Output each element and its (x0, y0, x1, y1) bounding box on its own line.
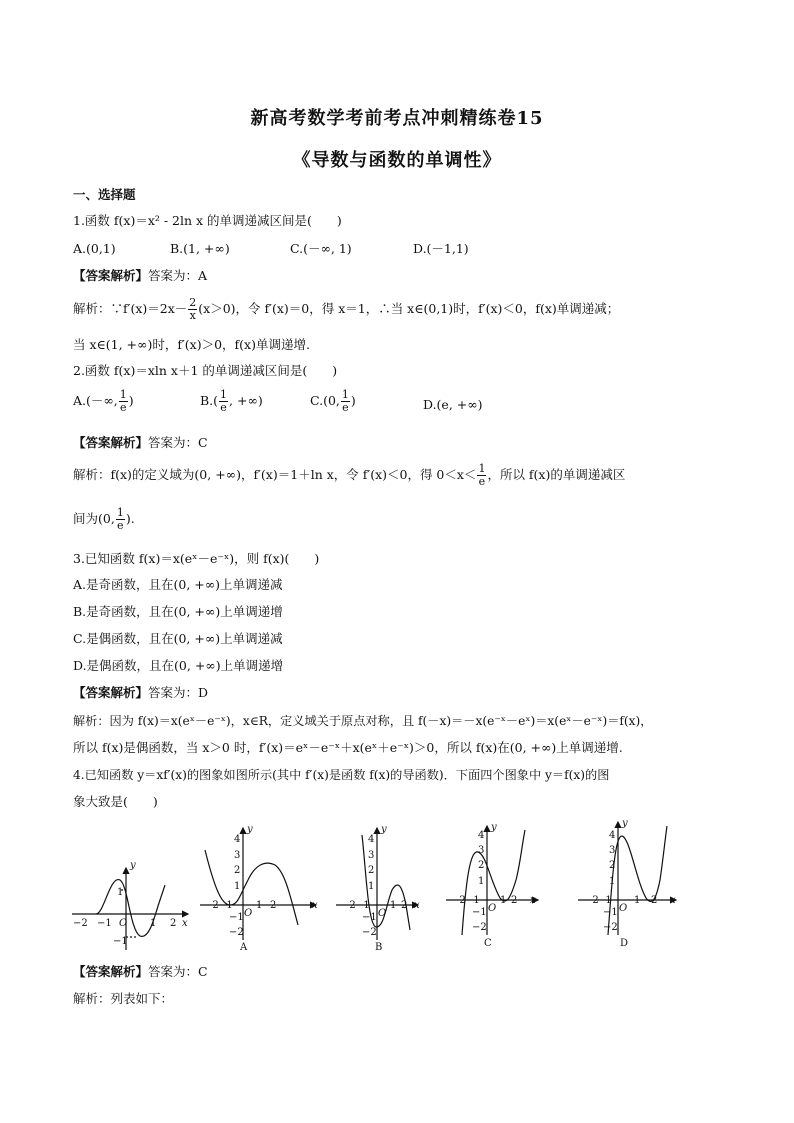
svg-text:4: 4 (368, 834, 375, 845)
svg-text:2: 2 (170, 918, 177, 929)
q3-solution-line1: 解析：因为 f(x)＝x(eˣ－e⁻ˣ)，x∈R，定义域关于原点对称，且 f(－x)＝－x(e⁻ˣ－eˣ)＝x(eˣ－e⁻ˣ)＝f(x)， (73, 714, 653, 728)
svg-text:−1: −1 (597, 895, 612, 906)
q1-stem: 1.函数 f(x)＝x² - 2ln x 的单调递减区间是( ) (73, 213, 342, 228)
answer-text: 答案为：A (148, 268, 208, 283)
q4-stem-line2: 象大致是( ) (73, 794, 158, 809)
q4-solution-line1: 解析：列表如下： (73, 991, 174, 1006)
q3-option-d: D.是偶函数，且在(0, +∞)上单调递增 (73, 658, 284, 673)
svg-text:x: x (530, 895, 536, 906)
svg-text:2: 2 (511, 895, 518, 906)
q4-stem-line1: 4.已知函数 y＝xf′(x)的图象如图所示(其中 f′(x)是函数 f(x)的导函数)．下面四个图象中 y＝f(x)的图 (73, 768, 610, 782)
svg-text:−1: −1 (218, 900, 233, 911)
q2-option-c: C.(0, $\frac{1}{e}$ ) (310, 388, 356, 414)
q1-option-b: B.(1, +∞) (170, 241, 230, 256)
q2-answer: 【答案解析】答案为：C (73, 435, 208, 450)
svg-text:x: x (670, 895, 676, 906)
svg-text:1: 1 (117, 887, 124, 898)
graph-label-d: D (620, 938, 629, 949)
svg-text:−2: −2 (73, 918, 88, 929)
svg-text:−2: −2 (341, 900, 356, 911)
svg-text:O: O (378, 908, 387, 919)
svg-text:3: 3 (368, 850, 375, 861)
svg-text:−2: −2 (204, 900, 219, 911)
svg-text:2: 2 (401, 900, 408, 911)
svg-text:−1: −1 (113, 936, 128, 947)
q1-option-c: C.(－∞, 1) (290, 241, 352, 256)
svg-text:x: x (312, 900, 318, 911)
q3-option-b: B.是奇函数，且在(0, +∞)上单调递增 (73, 604, 283, 619)
svg-text:x: x (414, 900, 420, 911)
q1-solution-line2: 当 x∈(1, +∞)时，f′(x)＞0，f(x)单调递增. (73, 337, 310, 352)
svg-text:2: 2 (270, 900, 277, 911)
svg-text:−1: −1 (97, 918, 112, 929)
svg-text:3: 3 (234, 850, 241, 861)
graph-c (446, 822, 538, 949)
q2-option-d: D.(e, +∞) (423, 397, 483, 412)
svg-text:−1: −1 (355, 900, 370, 911)
svg-text:−2: −2 (584, 895, 599, 906)
svg-text:1: 1 (478, 876, 485, 887)
q1-solution-line1: 解析：∵f′(x)＝2x－ $\frac{2}{x}$ (x＞0)，令 f′(x)＝0，得 x＝1，∴当 x∈(0,1)时，f′(x)＜0，f(x)单调递减； (73, 296, 620, 322)
q1-option-d: D.(－1,1) (413, 241, 469, 256)
svg-text:y: y (491, 822, 497, 833)
graph-label-b: B (375, 942, 383, 953)
q3-answer: 【答案解析】答案为：D (73, 685, 209, 700)
svg-text:−1: −1 (472, 907, 487, 918)
svg-text:1: 1 (150, 918, 157, 929)
svg-text:y: y (622, 820, 628, 829)
q3-stem: 3.已知函数 f(x)＝x(eˣ－e⁻ˣ)，则 f(x)( ) (73, 551, 320, 566)
svg-text:1: 1 (234, 881, 241, 892)
q1-option-a: A.(0,1) (73, 241, 116, 256)
svg-text:1: 1 (634, 895, 641, 906)
q2-solution-line2: 间为(0, $\frac{1}{e}$ ). (73, 506, 135, 532)
section-heading: 一、选择题 (73, 187, 136, 202)
graph-a (200, 824, 318, 953)
svg-text:2: 2 (368, 865, 375, 876)
fraction: $\frac{2}{x}$ (189, 296, 197, 322)
svg-text:−2: −2 (603, 922, 618, 933)
graph-b (336, 824, 420, 953)
svg-text:−2: −2 (362, 927, 377, 938)
svg-text:1: 1 (368, 881, 375, 892)
svg-text:2: 2 (609, 860, 616, 871)
q2-option-b: B.( $\frac{1}{e}$ , +∞) (200, 388, 263, 414)
q3-option-a: A.是奇函数，且在(0, +∞)上单调递减 (73, 577, 283, 592)
graph-xfprime (72, 860, 188, 950)
page-subtitle: 《导数与函数的单调性》 (292, 150, 502, 171)
q4-answer: 【答案解析】答案为：C (73, 964, 208, 979)
svg-text:−2: −2 (472, 922, 487, 933)
svg-text:y: y (247, 824, 253, 835)
graph-label-a: A (240, 942, 248, 953)
q2-option-a: A.(－∞, $\frac{1}{e}$ ) (73, 388, 134, 414)
svg-text:2: 2 (478, 860, 485, 871)
svg-text:O: O (119, 918, 128, 929)
svg-text:1: 1 (390, 900, 397, 911)
svg-text:4: 4 (609, 830, 616, 841)
svg-text:−1: −1 (229, 912, 244, 923)
q4-graphs (0, 820, 794, 960)
q1-answer (73, 267, 207, 285)
answer-tag: 【答案解析】 (73, 268, 149, 283)
svg-text:1: 1 (609, 876, 616, 887)
svg-text:4: 4 (234, 834, 241, 845)
svg-text:3: 3 (478, 845, 485, 856)
svg-text:−2: −2 (451, 895, 466, 906)
svg-text:3: 3 (609, 845, 616, 856)
q2-solution-line1: 解析：f(x)的定义域为(0, +∞)，f′(x)＝1＋ln x，令 f′(x)＜0，得 0＜x＜ $\frac{1}{e}$ ，所以 f(x)的单调递减区 (73, 462, 626, 488)
q3-solution-line2: 所以 f(x)是偶函数，当 x＞0 时，f′(x)＝eˣ－e⁻ˣ＋x(eˣ＋e⁻ˣ)＞0，所以 f(x)在(0, +∞)上单调递增. (73, 740, 623, 755)
svg-text:y: y (130, 860, 136, 871)
q2-stem: 2.函数 f(x)＝xln x＋1 的单调递减区间是( ) (73, 363, 338, 378)
svg-text:O: O (244, 908, 253, 919)
svg-text:y: y (381, 824, 387, 835)
svg-text:1: 1 (256, 900, 263, 911)
svg-text:−1: −1 (465, 895, 480, 906)
svg-text:O: O (488, 903, 497, 914)
svg-text:−1: −1 (603, 907, 618, 918)
svg-text:1: 1 (500, 895, 507, 906)
svg-text:2: 2 (234, 865, 241, 876)
page-title: 新高考数学考前考点冲刺精练卷15 (250, 108, 544, 129)
svg-text:−2: −2 (229, 927, 244, 938)
svg-text:4: 4 (478, 830, 485, 841)
svg-text:x: x (182, 918, 188, 929)
svg-text:−1: −1 (362, 912, 377, 923)
svg-text:2: 2 (651, 895, 658, 906)
svg-text:O: O (619, 903, 628, 914)
graph-d (578, 820, 676, 949)
q3-option-c: C.是偶函数，且在(0, +∞)上单调递减 (73, 631, 283, 646)
graph-label-c: C (484, 938, 492, 949)
